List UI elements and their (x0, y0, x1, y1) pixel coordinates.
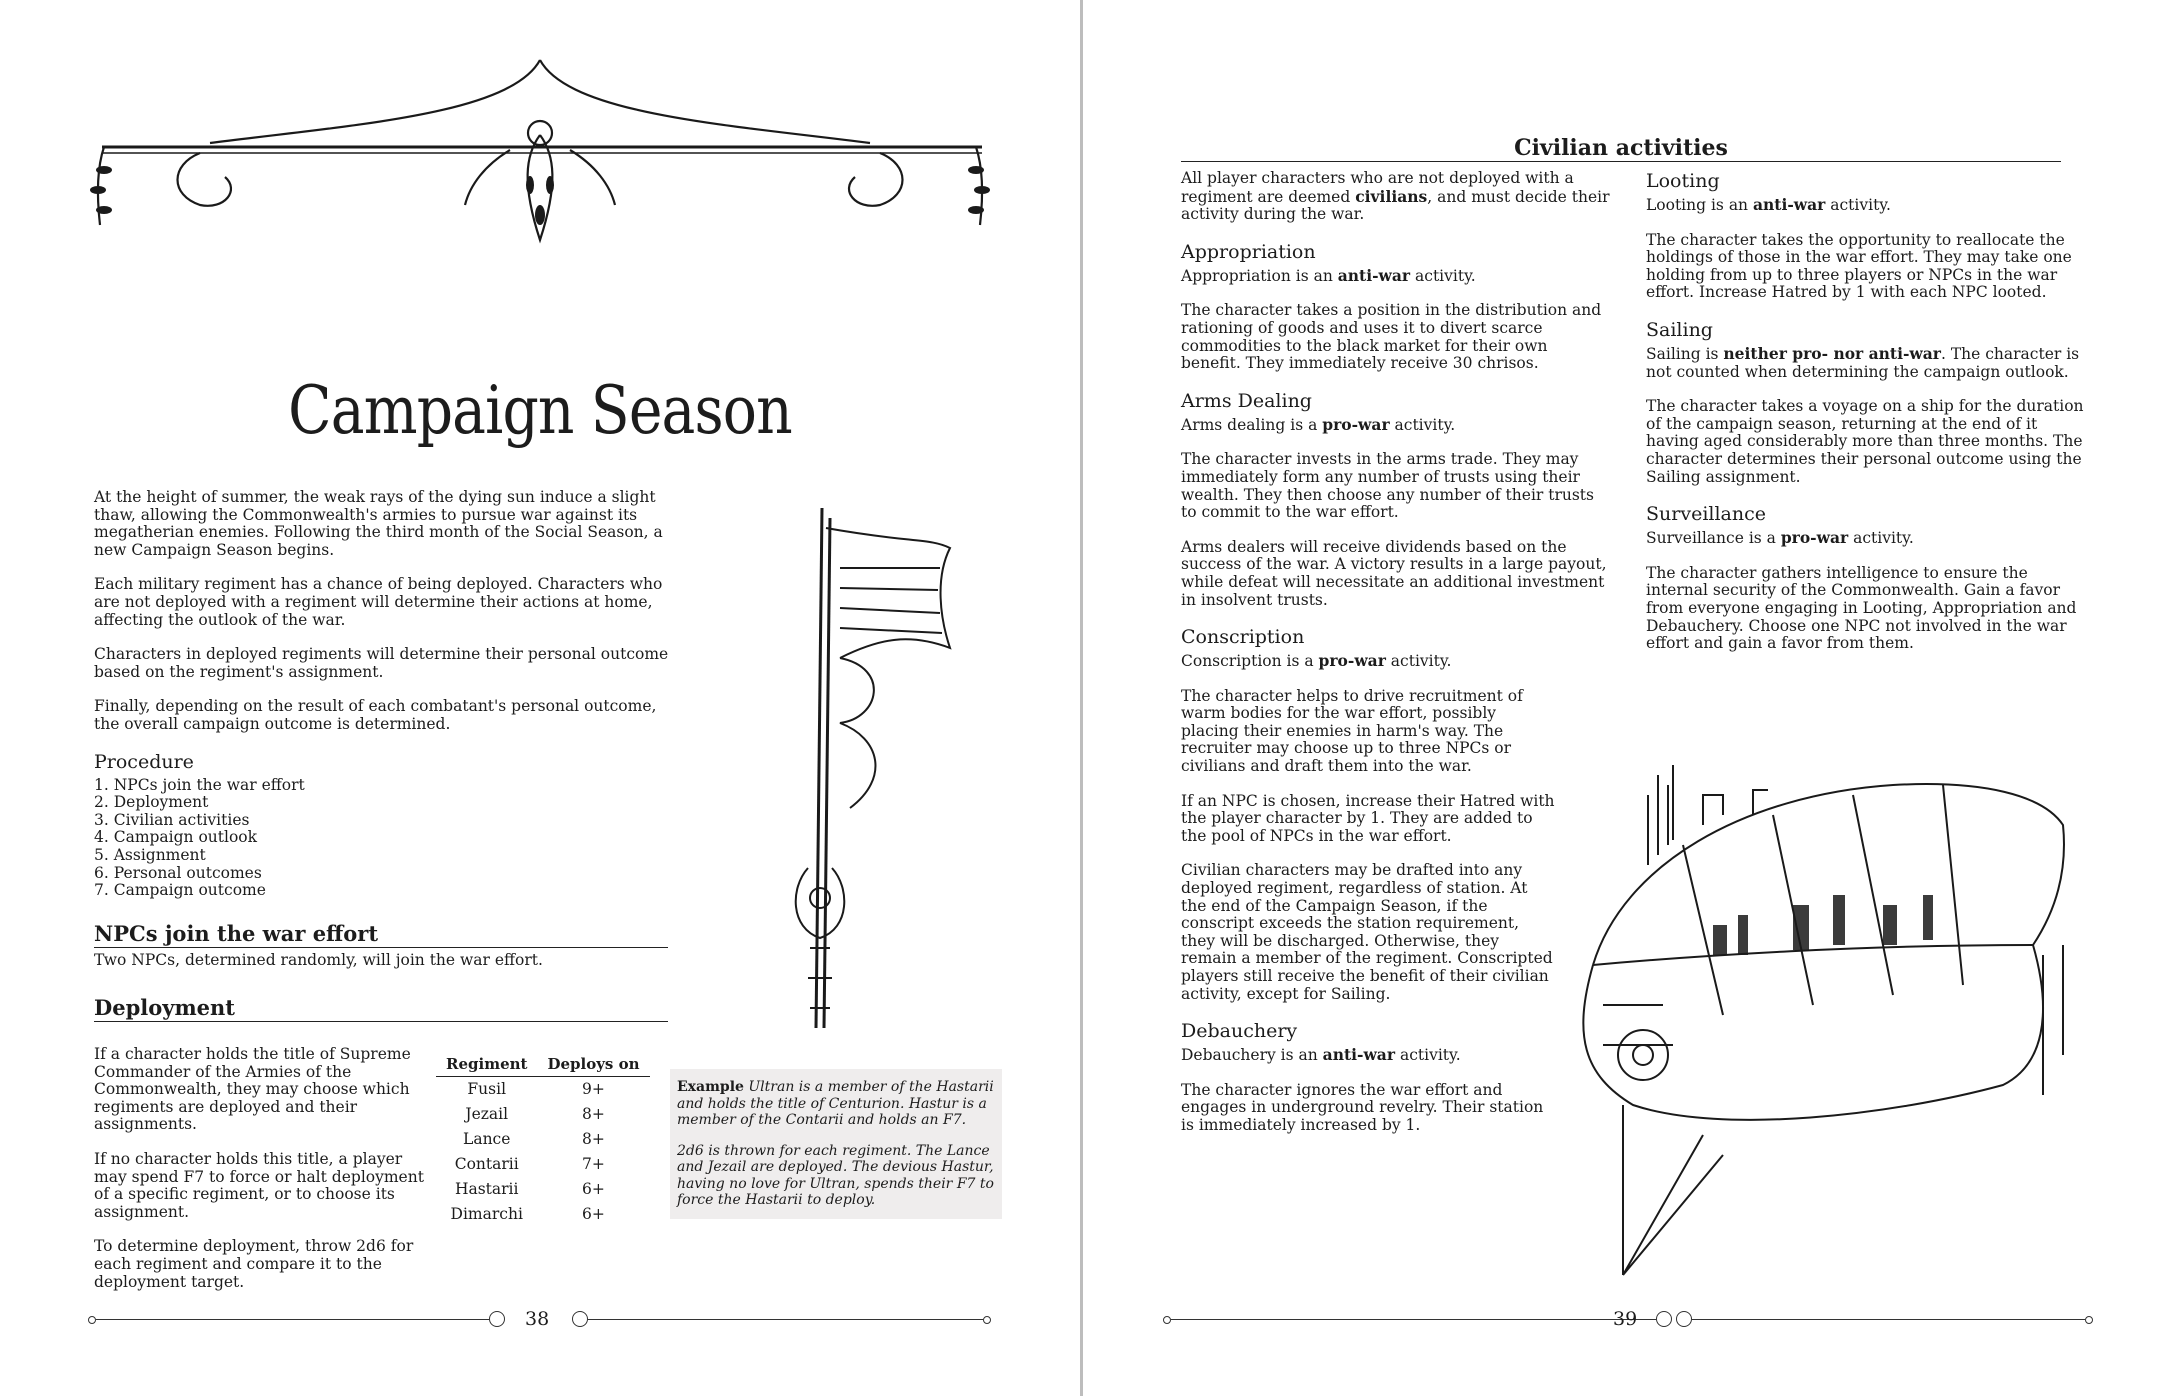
text-bold: neither pro- nor anti-war (1723, 343, 1941, 363)
table-cell: Contarii (454, 1155, 519, 1173)
airship-city-illustration (1563, 755, 2083, 1300)
conscription-kind (1181, 652, 1611, 671)
civilian-intro (1181, 170, 1611, 224)
conscription-text: Civilian characters may be drafted into any deployed regiment, regardless of station. At the end of the Campaign Season, if the conscript exceeds the station requirement, they will be discharged. Otherwise, they remain a member of the regiment. Conscripted players still receive the benefit of their civilian activity, except for Sailing. (1181, 861, 1553, 1003)
table-cell: Jezail (465, 1105, 509, 1123)
table-row (436, 1127, 650, 1152)
procedure-item: 1. NPCs join the war effort (94, 775, 305, 794)
appropriation-kind (1181, 267, 1611, 286)
example-body: Ultran is a member of the Hastarii and holds the title of Centurion. Hastur is a member of the Contarii and holds an F7. (677, 1079, 994, 1128)
text-run: activity. (1848, 529, 1914, 548)
text-run: , and must decide their activity during the war. (1181, 187, 1610, 224)
table-row (436, 1202, 650, 1227)
ornamental-header-illustration (90, 55, 990, 265)
table-cell: 6+ (582, 1205, 605, 1223)
civilian-activities-heading: Civilian activities (1181, 136, 2061, 162)
npcs-heading: NPCs join the war effort (94, 922, 668, 948)
example-box (670, 1069, 1002, 1219)
table-row (436, 1102, 650, 1127)
deployment-paragraph: If a character holds the title of Supreme Commander of the Armies of the Commonwealth, they may choose which regiments are deployed and their assignments. (94, 1045, 411, 1134)
intro-paragraph: Finally, depending on the result of each combatant's personal outcome, the overall campaign outcome is determined. (94, 697, 657, 733)
table-row (436, 1077, 650, 1103)
procedure-item: 2. Deployment (94, 793, 209, 812)
procedure-item: 5. Assignment (94, 845, 206, 864)
text-bold: anti-war (1752, 195, 1826, 214)
deployment-heading: Deployment (94, 996, 668, 1022)
arms-dealing-kind (1181, 416, 1611, 435)
text-bold: anti-war (1322, 1045, 1396, 1065)
conscription-text: If an NPC is chosen, increase their Hatred with the player character by 1. They are added to the pool of NPCs in the war effort. (1181, 791, 1555, 845)
text-run: activity. (1825, 196, 1891, 214)
text-run: activity. (1385, 652, 1452, 671)
sailing-kind (1646, 345, 2086, 381)
text-run: Debauchery is an (1181, 1046, 1323, 1065)
intro-paragraph: Each military regiment has a chance of being deployed. Characters who are not deployed with a regiment will determine their actions at home, affecting the outlook of the war. (94, 575, 663, 629)
civilian-column-1 (1181, 170, 1611, 1152)
text-run: Surveillance is a (1646, 529, 1781, 548)
appropriation-text: The character takes a position in the distribution and rationing of goods and uses it to divert scarce commodities to the black market for their own benefit. They immediately receive 30 chrisos. (1181, 301, 1602, 373)
sailing-heading: Sailing (1646, 318, 1713, 341)
table-cell: 8+ (582, 1130, 605, 1148)
debauchery-text: The character ignores the war effort and engages in underground revelry. Their station is immediately increased by 1. (1181, 1080, 1544, 1134)
surveillance-heading: Surveillance (1646, 503, 1766, 526)
text-run: activity. (1389, 415, 1456, 434)
table-cell: Lance (463, 1130, 511, 1148)
procedure-heading: Procedure (94, 750, 194, 773)
text-run: Arms dealing is a (1181, 415, 1323, 434)
text-bold: anti-war (1337, 265, 1411, 285)
text-bold: civilians (1355, 186, 1428, 206)
footer-ornament (1676, 1311, 1692, 1327)
footer-ornament (88, 1316, 96, 1324)
text-run: Conscription is a (1181, 652, 1319, 671)
table-cell: Hastarii (454, 1180, 519, 1198)
looting-text: The character takes the opportunity to reallocate the holdings of those in the war effort. They may take one holding from up to three players or NPCs in the war effort. Increase Hatred by 1 with each NPC looted. (1646, 230, 2072, 302)
text-run: . The character is not counted when determining the campaign outlook. (1646, 344, 2080, 381)
footer-rule (1171, 1319, 1656, 1320)
text-run: Sailing is (1646, 344, 1724, 363)
table-cell: Dimarchi (450, 1205, 523, 1223)
procedure-item: 4. Campaign outlook (94, 828, 258, 847)
table-row (436, 1177, 650, 1202)
looting-kind (1646, 196, 2086, 215)
table-cell: Fusil (467, 1080, 507, 1098)
npcs-text: Two NPCs, determined randomly, will join the war effort. (94, 950, 543, 969)
arms-dealing-heading: Arms Dealing (1181, 389, 1312, 412)
intro-text (94, 489, 676, 1022)
regiment-table (436, 1055, 650, 1227)
page-number: 38 (525, 1308, 550, 1330)
text-bold: pro-war (1318, 651, 1386, 671)
footer-rule (1692, 1319, 2085, 1320)
table-header: Regiment (436, 1055, 537, 1077)
text-bold: pro-war (1322, 414, 1390, 434)
table-header: Deploys on (537, 1055, 649, 1077)
surveillance-kind (1646, 529, 2086, 548)
regimental-standard-illustration (770, 508, 960, 1033)
procedure-item: 6. Personal outcomes (94, 863, 262, 882)
footer-ornament (983, 1316, 991, 1324)
intro-paragraph: At the height of summer, the weak rays of the dying sun induce a slight thaw, allowing the Commonwealth's armies to pursue war against its megatherian enemies. Following the third month of the Social Season, a new Campaign Season begins. (94, 488, 663, 559)
footer-rule (96, 1319, 489, 1320)
looting-heading: Looting (1646, 170, 1720, 192)
arms-dealing-text: The character invests in the arms trade. They may immediately form any number of trusts using their wealth. They then choose any number of their trusts to commit to the war effort. (1181, 450, 1594, 522)
conscription-text: The character helps to drive recruitment of warm bodies for the war effort, possibly placing their enemies in harm's way. The recruiter may choose up to three NPCs or civilians and draft them into the war. (1181, 686, 1523, 776)
deployment-text (94, 1046, 426, 1308)
table-row (436, 1152, 650, 1177)
text-run: activity. (1395, 1046, 1461, 1065)
procedure-item: 3. Civilian activities (94, 810, 250, 829)
footer-rule (588, 1319, 983, 1320)
footer-ornament (1163, 1316, 1171, 1324)
sailing-text: The character takes a voyage on a ship for the duration of the campaign season, returning at the end of it having aged considerably more than three months. The character determines their personal outcome using the Sailing assignment. (1646, 397, 2084, 486)
table-cell: 9+ (582, 1080, 605, 1098)
conscription-heading: Conscription (1181, 626, 1305, 649)
table-header-row (436, 1055, 650, 1077)
deployment-paragraph: If no character holds this title, a player may spend F7 to force or halt deployment of a specific regiment, or to choose its assignment. (94, 1149, 424, 1221)
text-run: Looting is an (1646, 196, 1753, 214)
text-run: All player characters who are not deployed with a regiment are deemed (1181, 169, 1574, 206)
footer-ornament (572, 1311, 588, 1327)
text-run: activity. (1410, 266, 1476, 285)
footer-ornament (489, 1311, 505, 1327)
text-run: Appropriation is an (1181, 266, 1338, 285)
intro-paragraph: Characters in deployed regiments will determine their personal outcome based on the regiment's assignment. (94, 645, 669, 681)
example-text-2: 2d6 is thrown for each regiment. The Lance and Jezail are deployed. The devious Hastur, having no love for Ultran, spends their F7 to force the Hastarii to deploy. (677, 1142, 994, 1208)
table-cell: 7+ (582, 1155, 605, 1173)
text-bold: pro-war (1780, 528, 1849, 548)
civilian-column-2 (1646, 170, 2086, 670)
debauchery-heading: Debauchery (1181, 1020, 1298, 1043)
procedure-list (94, 777, 676, 900)
deployment-paragraph: To determine deployment, throw 2d6 for each regiment and compare it to the deployment target. (94, 1237, 414, 1291)
table-cell: 8+ (582, 1105, 605, 1123)
footer-ornament (1656, 1311, 1672, 1327)
debauchery-kind (1181, 1046, 1611, 1065)
example-text-1 (677, 1079, 995, 1129)
right-page (1083, 0, 2160, 1396)
appropriation-heading: Appropriation (1181, 240, 1316, 263)
surveillance-text: The character gathers intelligence to ensure the internal security of the Commonwealth. Gain a favor from everyone engaging in Looting, Appropriation and Debauchery. Choose one NPC not involved in the war effort and gain a favor from them. (1646, 563, 2077, 653)
footer-ornament (2085, 1316, 2093, 1324)
procedure-item: 7. Campaign outcome (94, 881, 266, 900)
arms-dealing-text: Arms dealers will receive dividends based on the success of the war. A victory results in a large payout, while defeat will necessitate an additional investment in insolvent trusts. (1181, 537, 1607, 609)
page-title: Campaign Season (288, 372, 792, 450)
page-number: 39 (1613, 1308, 1638, 1330)
table-cell: 6+ (582, 1180, 605, 1198)
example-label: Example (677, 1079, 744, 1095)
